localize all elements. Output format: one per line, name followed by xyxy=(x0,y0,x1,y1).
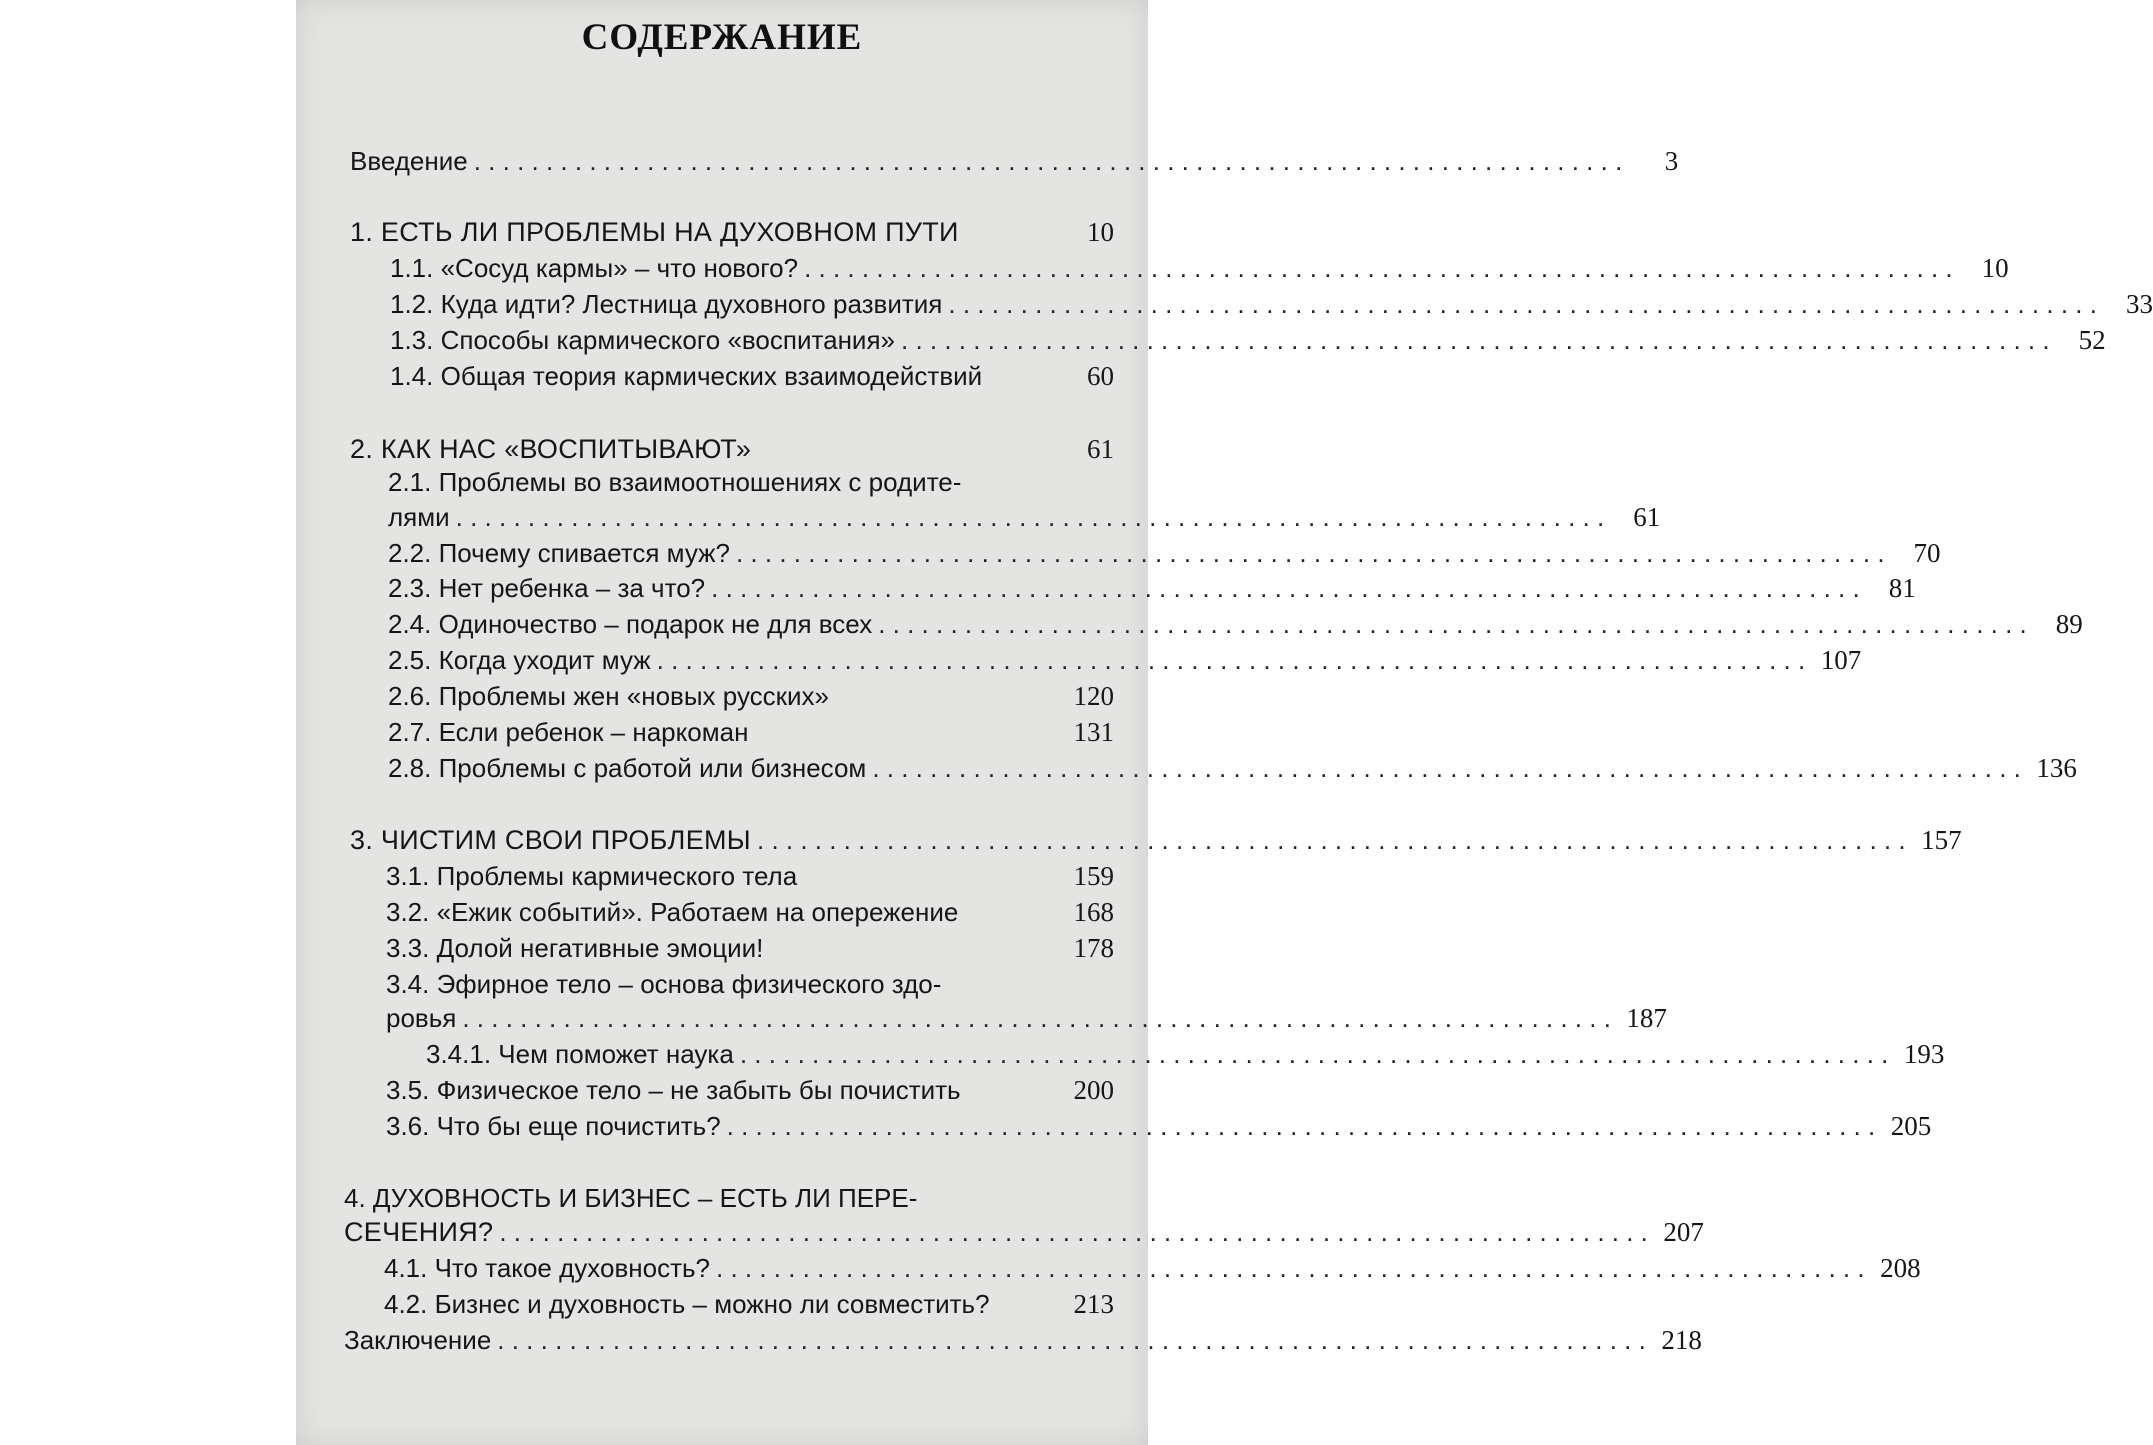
toc-entry-label: 3. ЧИСТИМ СВОИ ПРОБЛЕМЫ xyxy=(350,825,751,855)
dot-leader: . . . . . . . . . . . . . . . . . . . . . . . . . . . . . . . . . . . . . . . . . . . . . . . . . . . . . . . . . . . . . . . . . . . . . . . . . . . . . . . . xyxy=(462,1003,1611,1033)
toc-page-number: 131 xyxy=(1073,717,1114,747)
toc-page-number: 207 xyxy=(1663,1217,1704,1247)
toc-entry-label: 3.3. Долой негативные эмоции! xyxy=(386,933,764,963)
page-title: СОДЕРЖАНИЕ xyxy=(581,17,863,58)
dot-leader: . . . . . . . . . . . . . . . . . . . . . . . . . . . . . . . . . . . . . . . . . . . . . . . . . . . . . . . . . . . . . . . . . . . . . . . . . . . . . . . . xyxy=(656,645,1806,675)
toc-entry xyxy=(386,1000,1667,1036)
toc-entry xyxy=(388,678,1114,714)
dot-leader: . . . . . . . . . . . . . . . . . . . . . . . . . . . . . . . . . . . . . . . . . . . . . . . . . . . . . . . . . . . . . . . . . . . . . . . . . . . . . . . . xyxy=(499,1217,1648,1247)
toc-entry-label: 2.7. Если ребенок – наркоман xyxy=(388,717,749,747)
toc-page-number: 70 xyxy=(1913,538,1941,568)
dot-leader: . . . . . . . . . . . . . . . . . . . . . . . . . . . . . . . . . . . . . . . . . . . . . . . . . . . . . . . . . . . . . . . . . . . . . . . . . . . . . . . . xyxy=(757,825,1906,855)
toc-page-number: 193 xyxy=(1903,1039,1945,1069)
toc-page-number: 168 xyxy=(1073,897,1114,927)
toc-entry xyxy=(386,930,1114,966)
toc-entry xyxy=(426,1036,1945,1072)
dot-leader: . . . . . . . . . . . . . . . . . . . . . . . . . . . . . . . . . . . . . . . . . . . . . . . . . . . . . . . . . . . . . . . . . . . . . . . . . . . . . . . . xyxy=(901,325,2050,355)
toc-entry xyxy=(386,894,1114,930)
toc-page-number: 61 xyxy=(1633,502,1661,532)
toc-entry xyxy=(388,606,2083,642)
toc-entry-label: 3.1. Проблемы кармического тела xyxy=(386,861,798,891)
toc-entry xyxy=(344,1322,1702,1358)
toc-page-number: 33 xyxy=(2125,289,2153,319)
dot-leader: . . . . . . . . . . . . . . . . . . . . . . . . . . . . . . . . . . . . . . . . . . . . . . . . . . . . . . . . . . . . . . . . . . . . . . . . . . . . . . . . xyxy=(878,609,2027,639)
toc-page-number: 178 xyxy=(1073,933,1114,963)
toc-page-number: 120 xyxy=(1073,681,1114,711)
toc-entry-label: 2.3. Нет ребенка – за что? xyxy=(388,573,706,603)
book-page xyxy=(296,0,2153,1445)
toc-entry-label: 2. КАК НАС «ВОСПИТЫВАЮТ» xyxy=(350,434,752,464)
dot-leader: . . . . . . . . . . . . . . . . . . . . . . . . . . . . . . . . . . . . . . . . . . . . . . . . . . . . . . . . . . . . . . . . . . . . . . . . . . . . . . . . xyxy=(711,573,1860,603)
dot-leader: . . . . . . . . . . . . . . . . . . . . . . . . . . . . . . . . . . . . . . . . . . . . . . . . . . . . . . . . . . . . . . . . . . . . . . . . . . . . . . . . xyxy=(455,502,1605,532)
dot-leader: . . . . . . . . . . . . . . . . . . . . . . . . . . . . . . . . . . . . . . . . . . . . . . . . . . . . . . . . . . . . . . . . . . . . . . . . . . . . . . . . xyxy=(872,753,2021,783)
toc-page-number: 61 xyxy=(1087,434,1114,464)
toc-entry-label: 1.1. «Сосуд кармы» – что нового? xyxy=(390,253,799,283)
dot-leader: . . . . . . . . . . . . . . . . . . . . . . . . . . . . . . . . . . . . . . . . . . . . . . . . . . . . . . . . . . . . . . . . . . . . . . . . . . . . . . . . xyxy=(726,1111,1876,1141)
toc-entry-label: 3.6. Что бы еще почистить? xyxy=(386,1111,721,1141)
toc-entry xyxy=(390,322,2106,358)
toc-entry xyxy=(386,858,1114,894)
toc-entry xyxy=(388,570,1916,606)
toc-page-number: 107 xyxy=(1820,645,1862,675)
toc-page-number: 187 xyxy=(1626,1003,1667,1033)
toc-page-number: 52 xyxy=(2078,325,2106,355)
toc-page-number: 60 xyxy=(1087,361,1114,391)
toc-entry-label: 1.2. Куда идти? Лестница духовного развития xyxy=(390,289,943,319)
toc-entry-label: 2.5. Когда уходит муж xyxy=(388,645,651,675)
toc-entry xyxy=(384,1286,1114,1322)
dot-leader: . . . . . . . . . . . . . . . . . . . . . . . . . . . . . . . . . . . . . . . . . . . . . . . . . . . . . . . . . . . . . . . . . . . . . . . . . . . . . . . . xyxy=(804,253,1953,283)
toc-page-number: 218 xyxy=(1661,1325,1702,1355)
toc-entry-label: 2.1. Проблемы во взаимоотношениях с родите- xyxy=(388,467,962,497)
toc-entry-label: СЕЧЕНИЯ? xyxy=(344,1217,494,1247)
dot-leader: . . . . . . . . . . . . . . . . . . . . . . . . . . . . . . . . . . . . . . . . . . . . . . . . . . . . . . . . . . . . . . . . . . . . . . . . . . . . . . . . xyxy=(497,1325,1646,1355)
toc-entry-label: 4.2. Бизнес и духовность – можно ли совместить? xyxy=(384,1289,990,1319)
toc-entry-label: 1.4. Общая теория кармических взаимодействий xyxy=(390,361,983,391)
toc-entry-label: 2.2. Почему спивается муж? xyxy=(388,538,730,568)
toc-entry xyxy=(390,358,1114,394)
toc-entry xyxy=(350,431,1114,467)
toc-entry xyxy=(388,750,2077,786)
toc-page-number: 159 xyxy=(1073,861,1114,891)
toc-entry-label: 2.8. Проблемы с работой или бизнесом xyxy=(388,753,867,783)
toc-entry xyxy=(388,714,1114,750)
toc-entry xyxy=(350,822,1962,858)
dot-leader: . . . . . . . . . . . . . . . . . . . . . . . . . . . . . . . . . . . . . . . . . . . . . . . . . . . . . . . . . . . . . . . . . . . . . . . . . . . . . . . . xyxy=(473,146,1623,176)
toc-entry xyxy=(388,499,1661,535)
toc-entry xyxy=(350,214,1114,250)
toc-entry xyxy=(386,1108,1932,1144)
toc-page-number: 3 xyxy=(1664,146,1679,176)
toc-page-number: 208 xyxy=(1880,1253,1921,1283)
dot-leader: . . . . . . . . . . . . . . . . . . . . . . . . . . . . . . . . . . . . . . . . . . . . . . . . . . . . . . . . . . . . . . . . . . . . . . . . . . . . . . . . xyxy=(739,1039,1889,1069)
toc-page-number: 205 xyxy=(1890,1111,1932,1141)
toc-page-number: 200 xyxy=(1073,1075,1114,1105)
toc-entry-label: 3.5. Физическое тело – не забыть бы почистить xyxy=(386,1075,961,1105)
toc-page-number: 157 xyxy=(1921,825,1962,855)
toc-page-number: 136 xyxy=(2036,753,2077,783)
toc-entry-label: 3.4. Эфирное тело – основа физического здо- xyxy=(386,969,942,999)
toc-entry-label: 4.1. Что такое духовность? xyxy=(384,1253,710,1283)
toc-entry-label: 3.4.1. Чем поможет наука xyxy=(426,1039,734,1069)
toc-page-number: 81 xyxy=(1888,573,1916,603)
toc-entry-label: 3.2. «Ежик событий». Работаем на опережение xyxy=(386,897,959,927)
toc-entry xyxy=(388,642,1862,678)
dot-leader: . . . . . . . . . . . . . . . . . . . . . . . . . . . . . . . . . . . . . . . . . . . . . . . . . . . . . . . . . . . . . . . . . . . . . . . . . . . . . . . . xyxy=(735,538,1885,568)
toc-page-number: 213 xyxy=(1073,1289,1114,1319)
toc-page-number: 10 xyxy=(1981,253,2009,283)
toc-entry xyxy=(344,1214,1704,1250)
toc-entry-label: 4. ДУХОВНОСТЬ И БИЗНЕС – ЕСТЬ ЛИ ПЕРЕ- xyxy=(344,1183,918,1213)
toc-entry-label: ровья xyxy=(386,1003,457,1033)
toc-entry xyxy=(388,535,1941,571)
toc-entry-label: 2.6. Проблемы жен «новых русских» xyxy=(388,681,830,711)
toc-entry xyxy=(390,250,2009,286)
toc-entry-label: лями xyxy=(388,502,450,532)
dot-leader: . . . . . . . . . . . . . . . . . . . . . . . . . . . . . . . . . . . . . . . . . . . . . . . . . . . . . . . . . . . . . . . . . . . . . . . . . . . . . . . . xyxy=(948,289,2097,319)
toc-entry-label: 1.3. Способы кармического «воспитания» xyxy=(390,325,895,355)
toc-page-number: 10 xyxy=(1087,217,1114,247)
toc-entry xyxy=(390,286,2153,322)
dot-leader: . . . . . . . . . . . . . . . . . . . . . . . . . . . . . . . . . . . . . . . . . . . . . . . . . . . . . . . . . . . . . . . . . . . . . . . . . . . . . . . . xyxy=(716,1253,1865,1283)
toc-entry-label: 1. ЕСТЬ ЛИ ПРОБЛЕМЫ НА ДУХОВНОМ ПУТИ xyxy=(350,217,959,247)
toc-entry xyxy=(386,1072,1114,1108)
toc-entry-label: Заключение xyxy=(344,1325,492,1355)
toc-page-number: 89 xyxy=(2055,609,2083,639)
toc-entry-label: Введение xyxy=(350,146,468,176)
toc-entry-label: 2.4. Одиночество – подарок не для всех xyxy=(388,609,873,639)
toc-entry xyxy=(384,1250,1921,1286)
toc-entry xyxy=(350,143,1679,179)
